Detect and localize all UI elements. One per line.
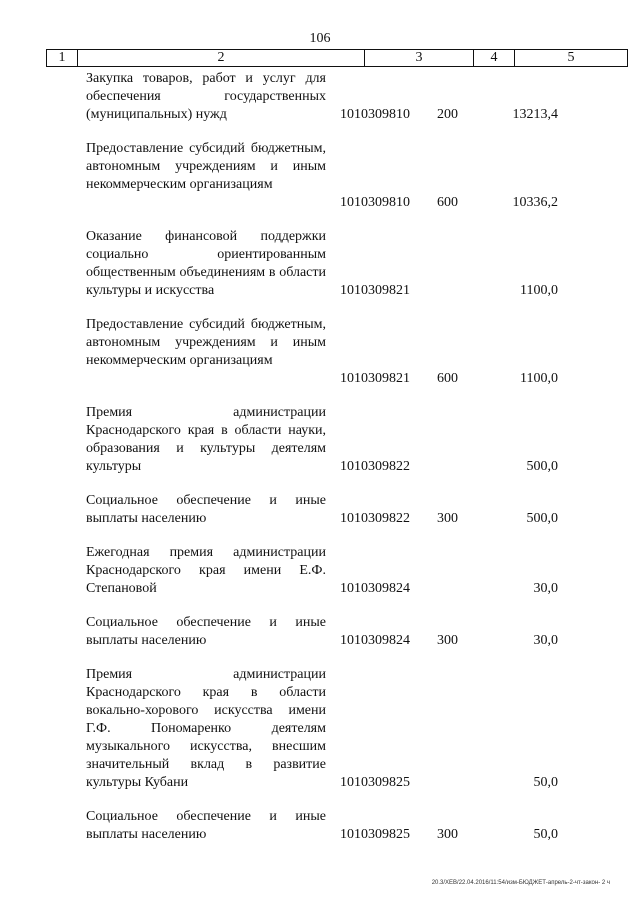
row-code: 1010309822 — [340, 459, 410, 474]
row-description: Ежегодная премия администрации Краснодарского края имени Е.Ф. Степановой — [86, 545, 326, 596]
row-description: Социальное обеспечение и иные выплаты населению — [86, 809, 326, 842]
row-expense-type: 200 — [437, 107, 458, 122]
page-number: 106 — [309, 31, 331, 46]
row-code: 1010309810 — [340, 195, 410, 210]
row-amount: 50,0 — [533, 827, 558, 842]
row-description: Премия администрации Краснодарского края в области науки, образования и культуры деятелям культуры — [86, 405, 326, 474]
row-code: 1010309825 — [340, 775, 410, 790]
file-path-footer: 20.3/ХЕВ/22.04.2016/11:54/изм-БЮДЖЕТ-апрель-2-чт-закон- 2 ч — [431, 880, 610, 886]
row-code: 1010309824 — [340, 633, 410, 648]
column-header-4: 4 — [474, 50, 515, 67]
column-header-3: 3 — [365, 50, 474, 67]
row-amount: 1100,0 — [520, 283, 558, 298]
row-description: Социальное обеспечение и иные выплаты населению — [86, 493, 326, 526]
row-amount: 13213,4 — [512, 107, 558, 122]
column-header-5: 5 — [515, 50, 628, 67]
row-expense-type: 300 — [437, 511, 458, 526]
row-expense-type: 600 — [437, 195, 458, 210]
row-code: 1010309825 — [340, 827, 410, 842]
column-header-table — [46, 49, 628, 67]
column-header-2: 2 — [78, 50, 365, 67]
row-amount: 30,0 — [533, 633, 558, 648]
row-expense-type: 300 — [437, 633, 458, 648]
row-description: Премия администрации Краснодарского края в области вокально-хорового искусства имени Г.Ф. Пономаренко деятелям музыкального искусства, внесшим значительный вклад в развитие культуры Кубани — [86, 667, 326, 790]
row-description: Предоставление субсидий бюджетным, автономным учреждениям и иным некоммерческим организациям — [86, 141, 326, 192]
row-code: 1010309810 — [340, 107, 410, 122]
row-description: Социальное обеспечение и иные выплаты населению — [86, 615, 326, 648]
row-expense-type: 600 — [437, 371, 458, 386]
row-amount: 500,0 — [526, 459, 558, 474]
row-code: 1010309822 — [340, 511, 410, 526]
row-code: 1010309821 — [340, 283, 410, 298]
row-expense-type: 300 — [437, 827, 458, 842]
column-header-1: 1 — [47, 50, 78, 67]
row-amount: 1100,0 — [520, 371, 558, 386]
row-amount: 500,0 — [526, 511, 558, 526]
row-description: Предоставление субсидий бюджетным, автономным учреждениям и иным некоммерческим организациям — [86, 317, 326, 368]
row-description: Оказание финансовой поддержки социально ориентированным общественным объединениям в области культуры и искусства — [86, 229, 326, 298]
row-description: Закупка товаров, работ и услуг для обеспечения государственных (муниципальных) нужд — [86, 71, 326, 122]
row-amount: 50,0 — [533, 775, 558, 790]
row-code: 1010309821 — [340, 371, 410, 386]
row-amount: 30,0 — [533, 581, 558, 596]
row-amount: 10336,2 — [512, 195, 558, 210]
row-code: 1010309824 — [340, 581, 410, 596]
